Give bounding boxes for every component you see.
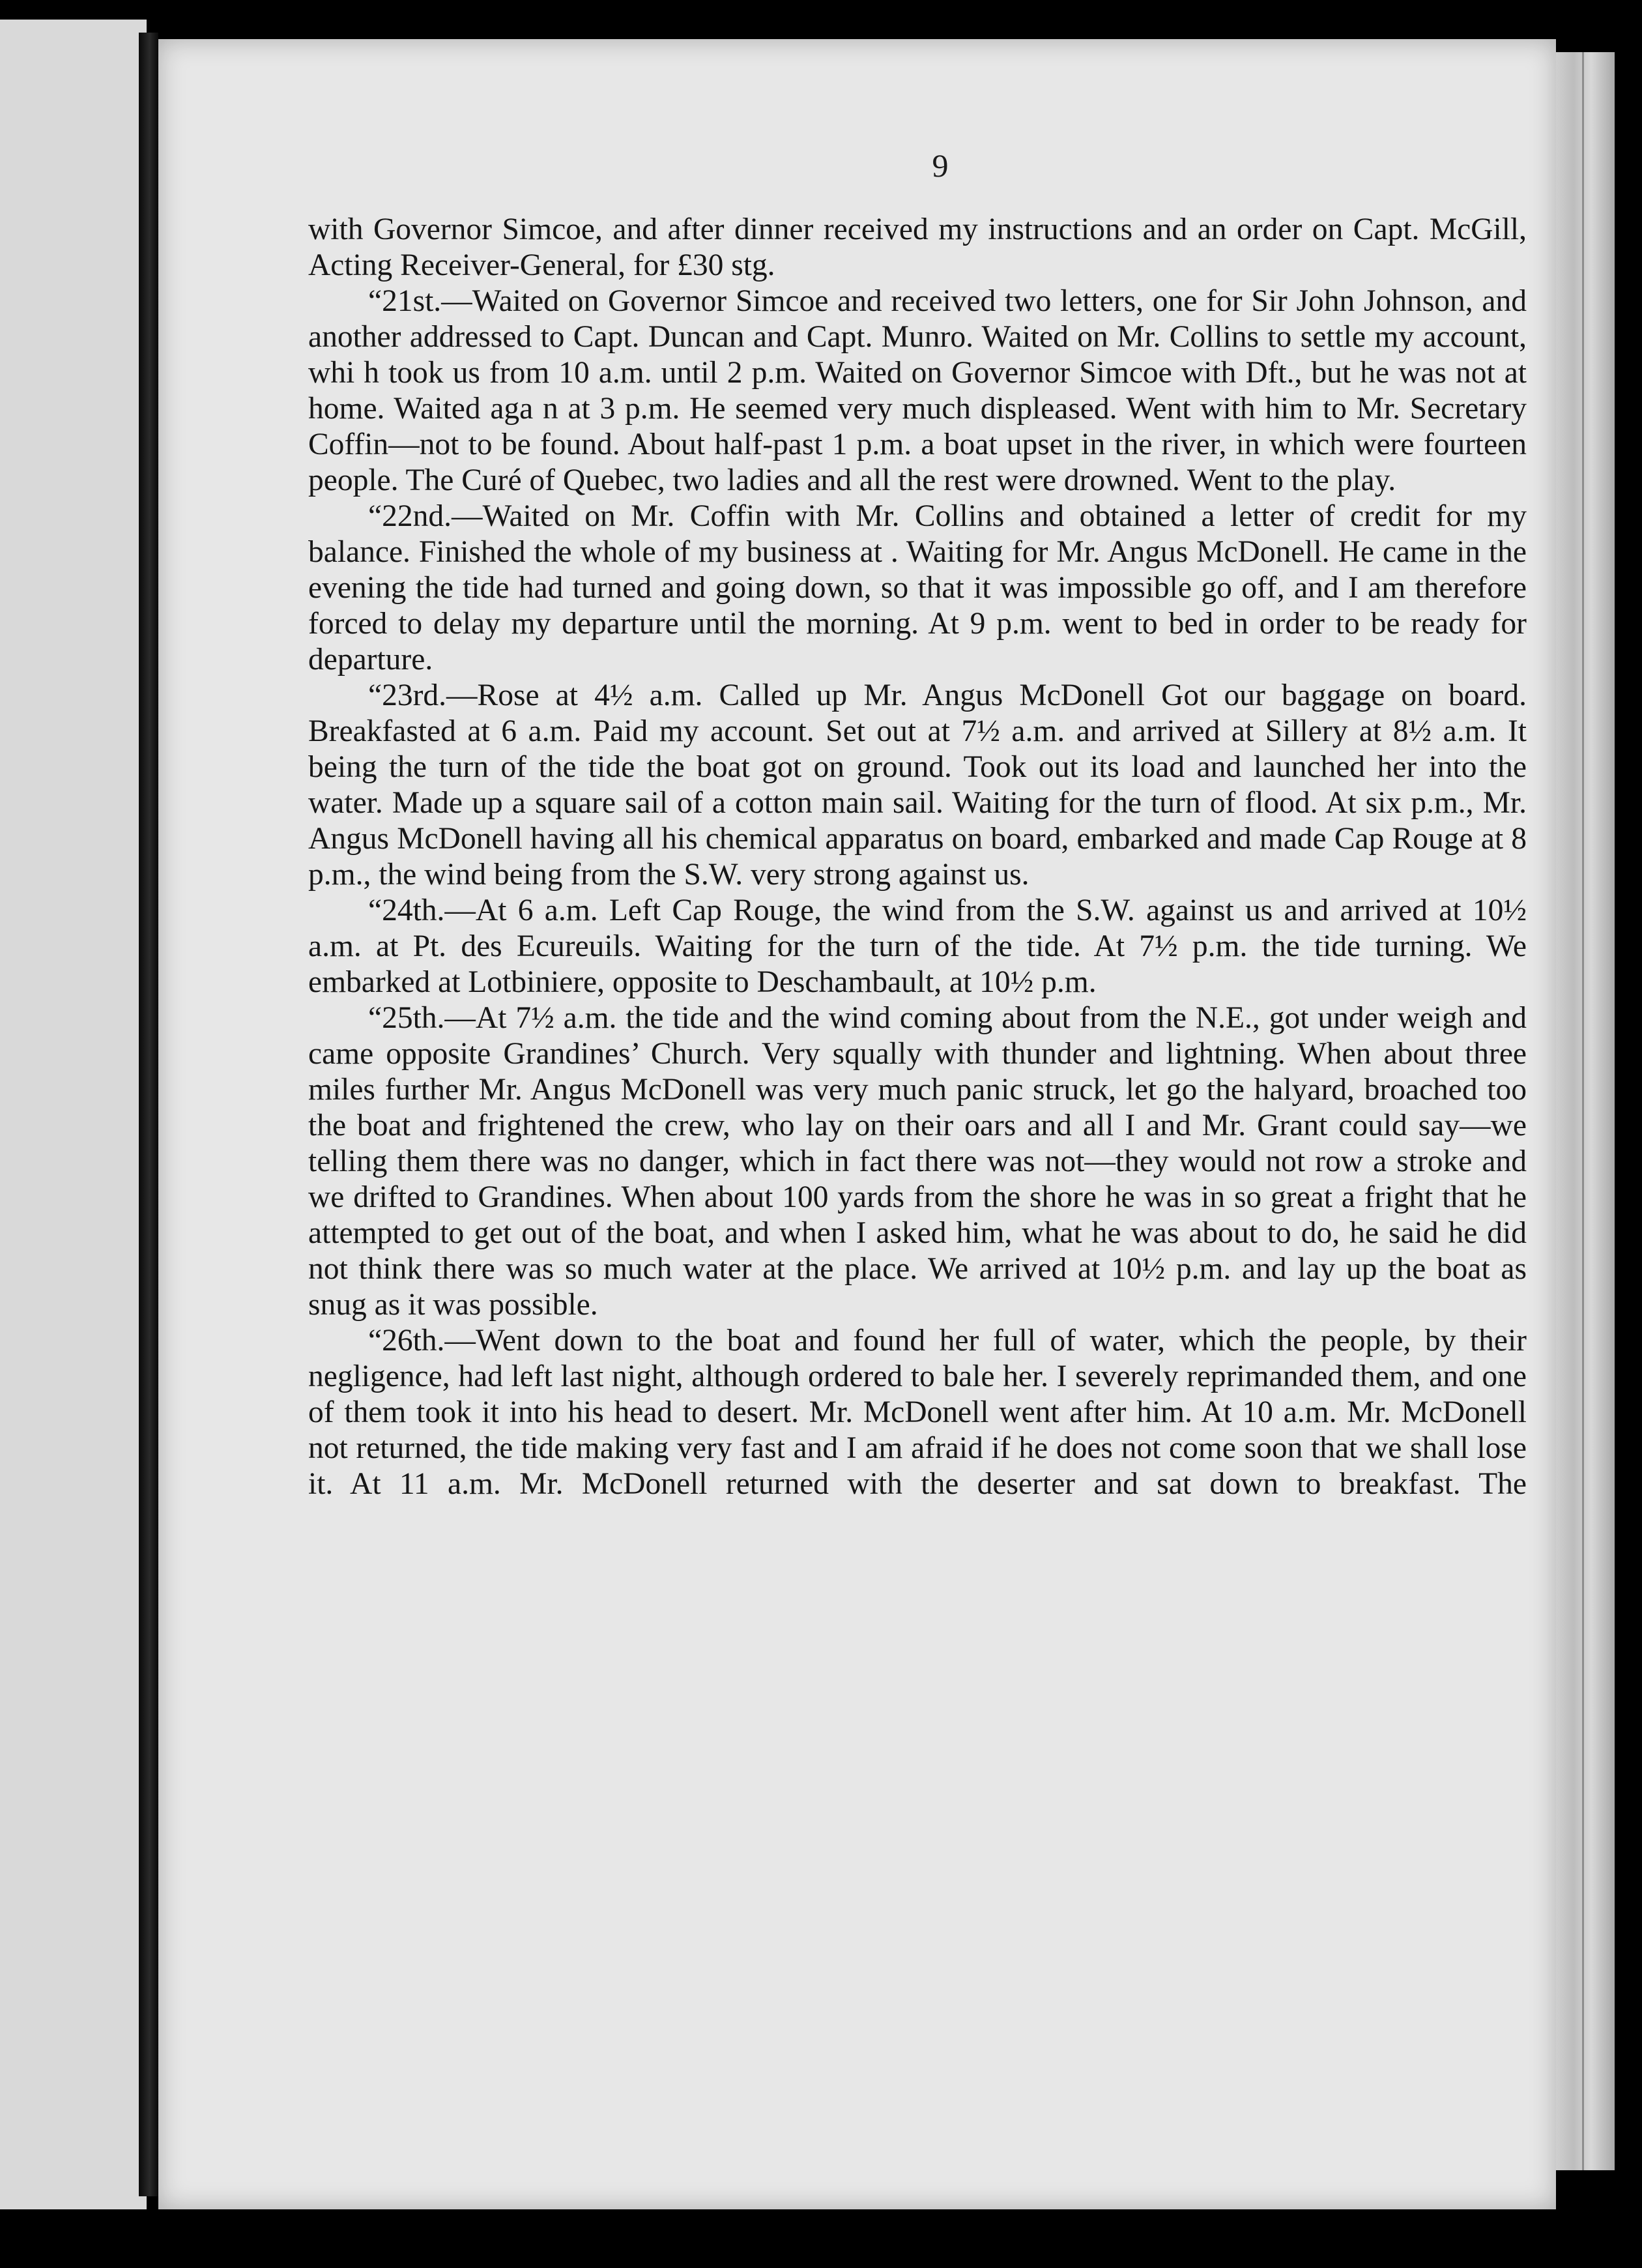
left-page-edge: [0, 20, 147, 2209]
paragraph-22nd: “22nd.—Waited on Mr. Coffin with Mr. Collins and obtained a letter of credit for my balance. Finished the whole of my business at . Waiting for Mr. Angus McDonell. He came in the evening the tide had turned and going down, so that it was impossible go off, and I am therefore forced to delay my departure until the morning. At 9 p.m. went to bed in order to be ready for departure.: [308, 499, 1527, 676]
paragraph-continuation: with Governor Simcoe, and after dinner received my instructions and an order on Capt. McGill, Acting Receiver-General, for £30 stg.: [308, 212, 1527, 282]
page-stack-edge: [1556, 52, 1615, 2170]
book-page: [158, 39, 1556, 2209]
paragraph-21st: “21st.—Waited on Governor Simcoe and received two letters, one for Sir John Johnson, and another addressed to Capt. Duncan and Capt. Munro. Waited on Mr. Collins to settle my account, whi h took us from 10 a.m. until 2 p.m. Waited on Governor Simcoe with Dft., but he was not at home. Waited aga n at 3 p.m. He seemed very much displeased. Went with him to Mr. Secretary Coffin—not to be found. About half-past 1 p.m. a boat upset in the river, in which were fourteen people. The Curé of Quebec, two ladies and all the rest were drowned. Went to the play.: [308, 284, 1527, 497]
paragraph-25th: “25th.—At 7½ a.m. the tide and the wind coming about from the N.E., got under weigh and came opposite Grandines’ Church. Very squally with thunder and lightning. When about three miles further Mr. Angus McDonell was very much panic struck, let go the halyard, broached too the boat and frightened the crew, who lay on their oars and all I and Mr. Grant could say—we telling them there was no danger, which in fact there was not—they would not row a stroke and we drifted to Grandines. When about 100 yards from the shore he was in so great a fright that he attempted to get out of the boat, and when I asked him, what he was about to do, he said he did not think there was so much water at the place. We arrived at 10½ p.m. and lay up the boat as snug as it was possible.: [308, 1001, 1527, 1322]
book-gutter: [139, 33, 158, 2196]
page-number: 9: [932, 147, 949, 184]
paragraph-26th: “26th.—Went down to the boat and found her full of water, which the people, by their negligence, had left last night, although ordered to bale her. I severely reprimanded them, and one of them took it into his head to desert. Mr. McDonell went after him. At 10 a.m. Mr. McDonell not returned, the tide making very fast and I am afraid if he does not come soon that we shall lose it. At 11 a.m. Mr. McDonell returned with the deserter and sat down to breakfast. The: [308, 1324, 1527, 1501]
paragraph-23rd: “23rd.—Rose at 4½ a.m. Called up Mr. Angus McDonell Got our baggage on board. Breakfasted at 6 a.m. Paid my account. Set out at 7½ a.m. and arrived at Sillery at 8½ a.m. It being the turn of the tide the boat got on ground. Took out its load and launched her into the water. Made up a square sail of a cotton main sail. Waiting for the turn of flood. At six p.m., Mr. Angus McDonell having all his chemical apparatus on board, embarked and made Cap Rouge at 8 p.m., the wind being from the S.W. very strong against us.: [308, 678, 1527, 892]
paragraph-24th: “24th.—At 6 a.m. Left Cap Rouge, the wind from the S.W. against us and arrived at 10½ a.m. at Pt. des Ecureuils. Waiting for the turn of the tide. At 7½ p.m. the tide turning. We embarked at Lotbiniere, opposite to Deschambault, at 10½ p.m.: [308, 894, 1527, 999]
page-text: [308, 212, 1527, 1502]
